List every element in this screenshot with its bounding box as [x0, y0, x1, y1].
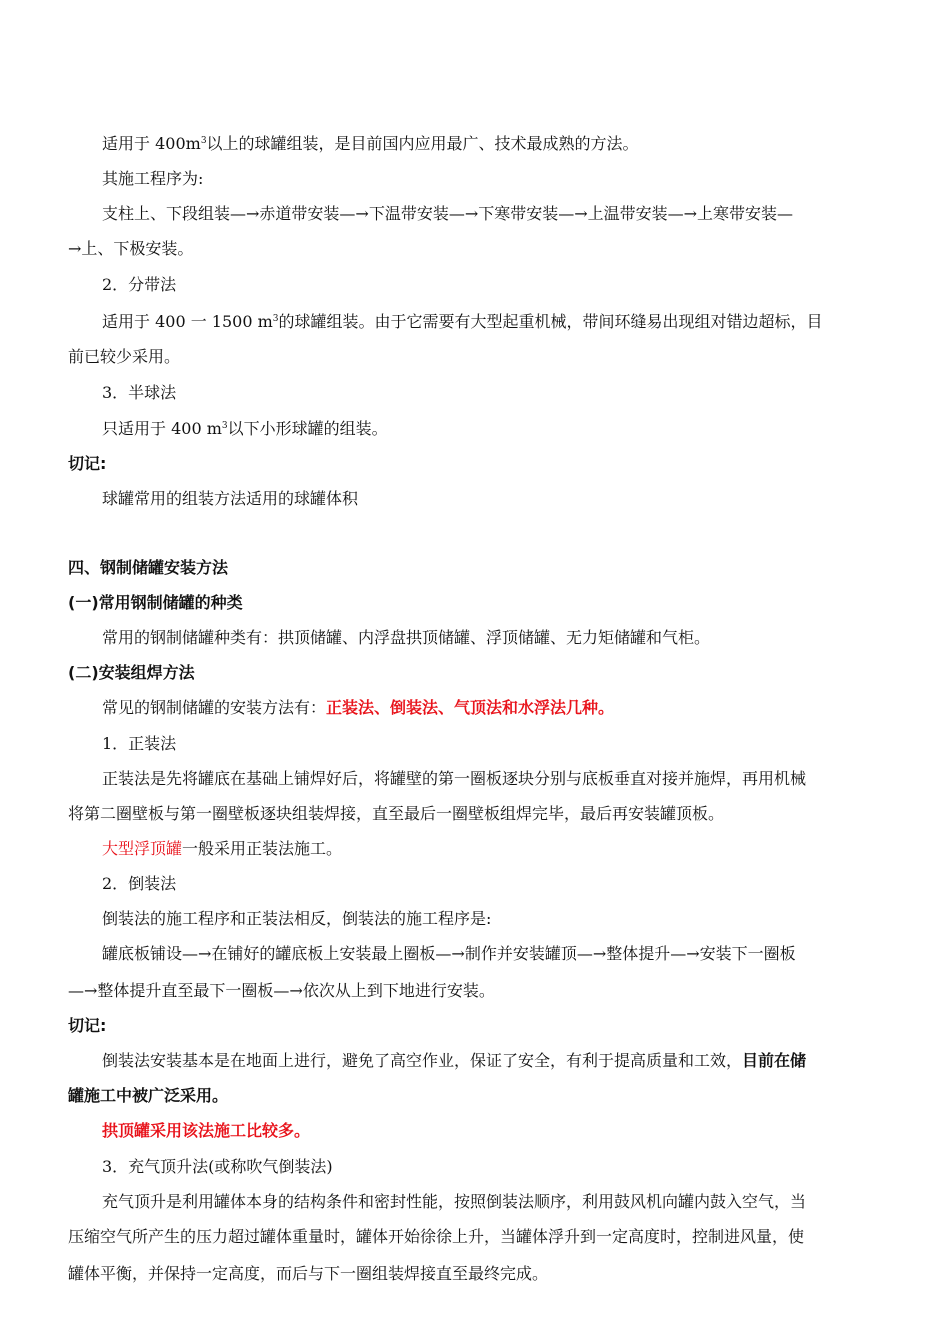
highlight-text: 正装法、倒装法、气顶法和水浮法几种。 — [326, 698, 615, 717]
heading-inverted-method: 2．倒装法 — [102, 874, 177, 893]
paragraph-forward-note — [102, 838, 892, 860]
paragraph-band-method-cont: 前已较少采用。 — [68, 347, 181, 366]
superscript: 3 — [272, 314, 279, 324]
paragraph-hemisphere-method — [102, 418, 892, 440]
subsection-title-methods: (二)安装组焊方法 — [68, 663, 195, 682]
paragraph-inverted-intro: 倒装法的施工程序和正装法相反，倒装法的施工程序是: — [102, 909, 492, 928]
note-label: 切记: — [68, 454, 107, 473]
highlight-dome-roof: 拱顶罐采用该法施工比较多。 — [102, 1121, 311, 1140]
text: 适用于 400m — [102, 134, 201, 153]
text: 倒装法安装基本是在地面上进行，避免了高空作业，保证了安全，有利于提高质量和工效， — [102, 1051, 743, 1070]
paragraph-inverted-note-cont: 罐施工中被广泛采用。 — [68, 1086, 229, 1105]
heading-forward-method: 1．正装法 — [102, 734, 177, 753]
note-text: 球罐常用的组装方法适用的球罐体积 — [102, 489, 359, 508]
text: 以下小形球罐的组装。 — [227, 419, 388, 438]
paragraph-air-lift-cont: 压缩空气所产生的压力超过罐体重量时，罐体开始徐徐上升，当罐体浮升到一定高度时，控制进风量，使 — [68, 1227, 805, 1246]
heading-band-method: 2．分带法 — [102, 275, 177, 294]
paragraph-procedure-steps: 支柱上、下段组装—→赤道带安装—→下温带安装—→下寒带安装—→上温带安装—→上寒带安装— — [102, 204, 794, 223]
paragraph-air-lift: 充气顶升是利用罐体本身的结构条件和密封性能，按照倒装法顺序，利用鼓风机向罐内鼓入空气，当 — [102, 1192, 807, 1211]
text: 的球罐组装。由于它需要有大型起重机械，带间环缝易出现组对错边超标，目 — [278, 312, 823, 331]
text: 只适用于 400 m — [102, 419, 222, 438]
paragraph-tank-types: 常用的钢制储罐种类有：拱顶储罐、内浮盘拱顶储罐、浮顶储罐、无力矩储罐和气柜。 — [102, 628, 711, 647]
paragraph-forward-method-cont: 将第二圈壁板与第一圈壁板逐块组装焊接，直至最后一圈壁板组焊完毕，最后再安装罐顶板。 — [68, 804, 725, 823]
text: 一般采用正装法施工。 — [182, 839, 343, 858]
paragraph-methods — [102, 697, 892, 719]
text: 常见的钢制储罐的安装方法有： — [102, 698, 327, 717]
heading-air-lift-method: 3．充气顶升法(或称吹气倒装法) — [102, 1157, 333, 1176]
superscript: 3 — [221, 421, 228, 431]
heading-hemisphere-method: 3．半球法 — [102, 383, 177, 402]
paragraph-inverted-steps-cont: —→整体提升直至最下一圈板—→依次从上到下地进行安装。 — [68, 981, 495, 1000]
subsection-title-types: (一)常用钢制储罐的种类 — [68, 593, 243, 612]
paragraph-forward-method: 正装法是先将罐底在基础上铺焊好后，将罐壁的第一圈板逐块分别与底板垂直对接并施焊，再用机械 — [102, 769, 807, 788]
highlight-text: 大型浮顶罐 — [102, 839, 183, 858]
paragraph-band-method — [102, 311, 892, 333]
paragraph-inverted-note — [102, 1050, 892, 1072]
paragraph-procedure-steps-cont: →上、下极安装。 — [68, 239, 194, 258]
note-label: 切记: — [68, 1016, 107, 1035]
superscript: 3 — [200, 136, 207, 146]
text: 适用于 400 一 1500 m — [102, 312, 273, 331]
paragraph-inverted-steps: 罐底板铺设—→在铺好的罐底板上安装最上圈板—→制作并安装罐顶—→整体提升—→安装下一圈板 — [102, 944, 796, 963]
paragraph-procedure-intro: 其施工程序为: — [102, 169, 204, 188]
bold-text: 目前在储 — [742, 1051, 807, 1070]
paragraph-sphere-scope — [102, 133, 892, 155]
section-title: 四、钢制储罐安装方法 — [68, 558, 229, 577]
paragraph-air-lift-cont2: 罐体平衡，并保持一定高度，而后与下一圈组装焊接直至最终完成。 — [68, 1264, 549, 1283]
text: 以上的球罐组装，是目前国内应用最广、技术最成熟的方法。 — [206, 134, 639, 153]
